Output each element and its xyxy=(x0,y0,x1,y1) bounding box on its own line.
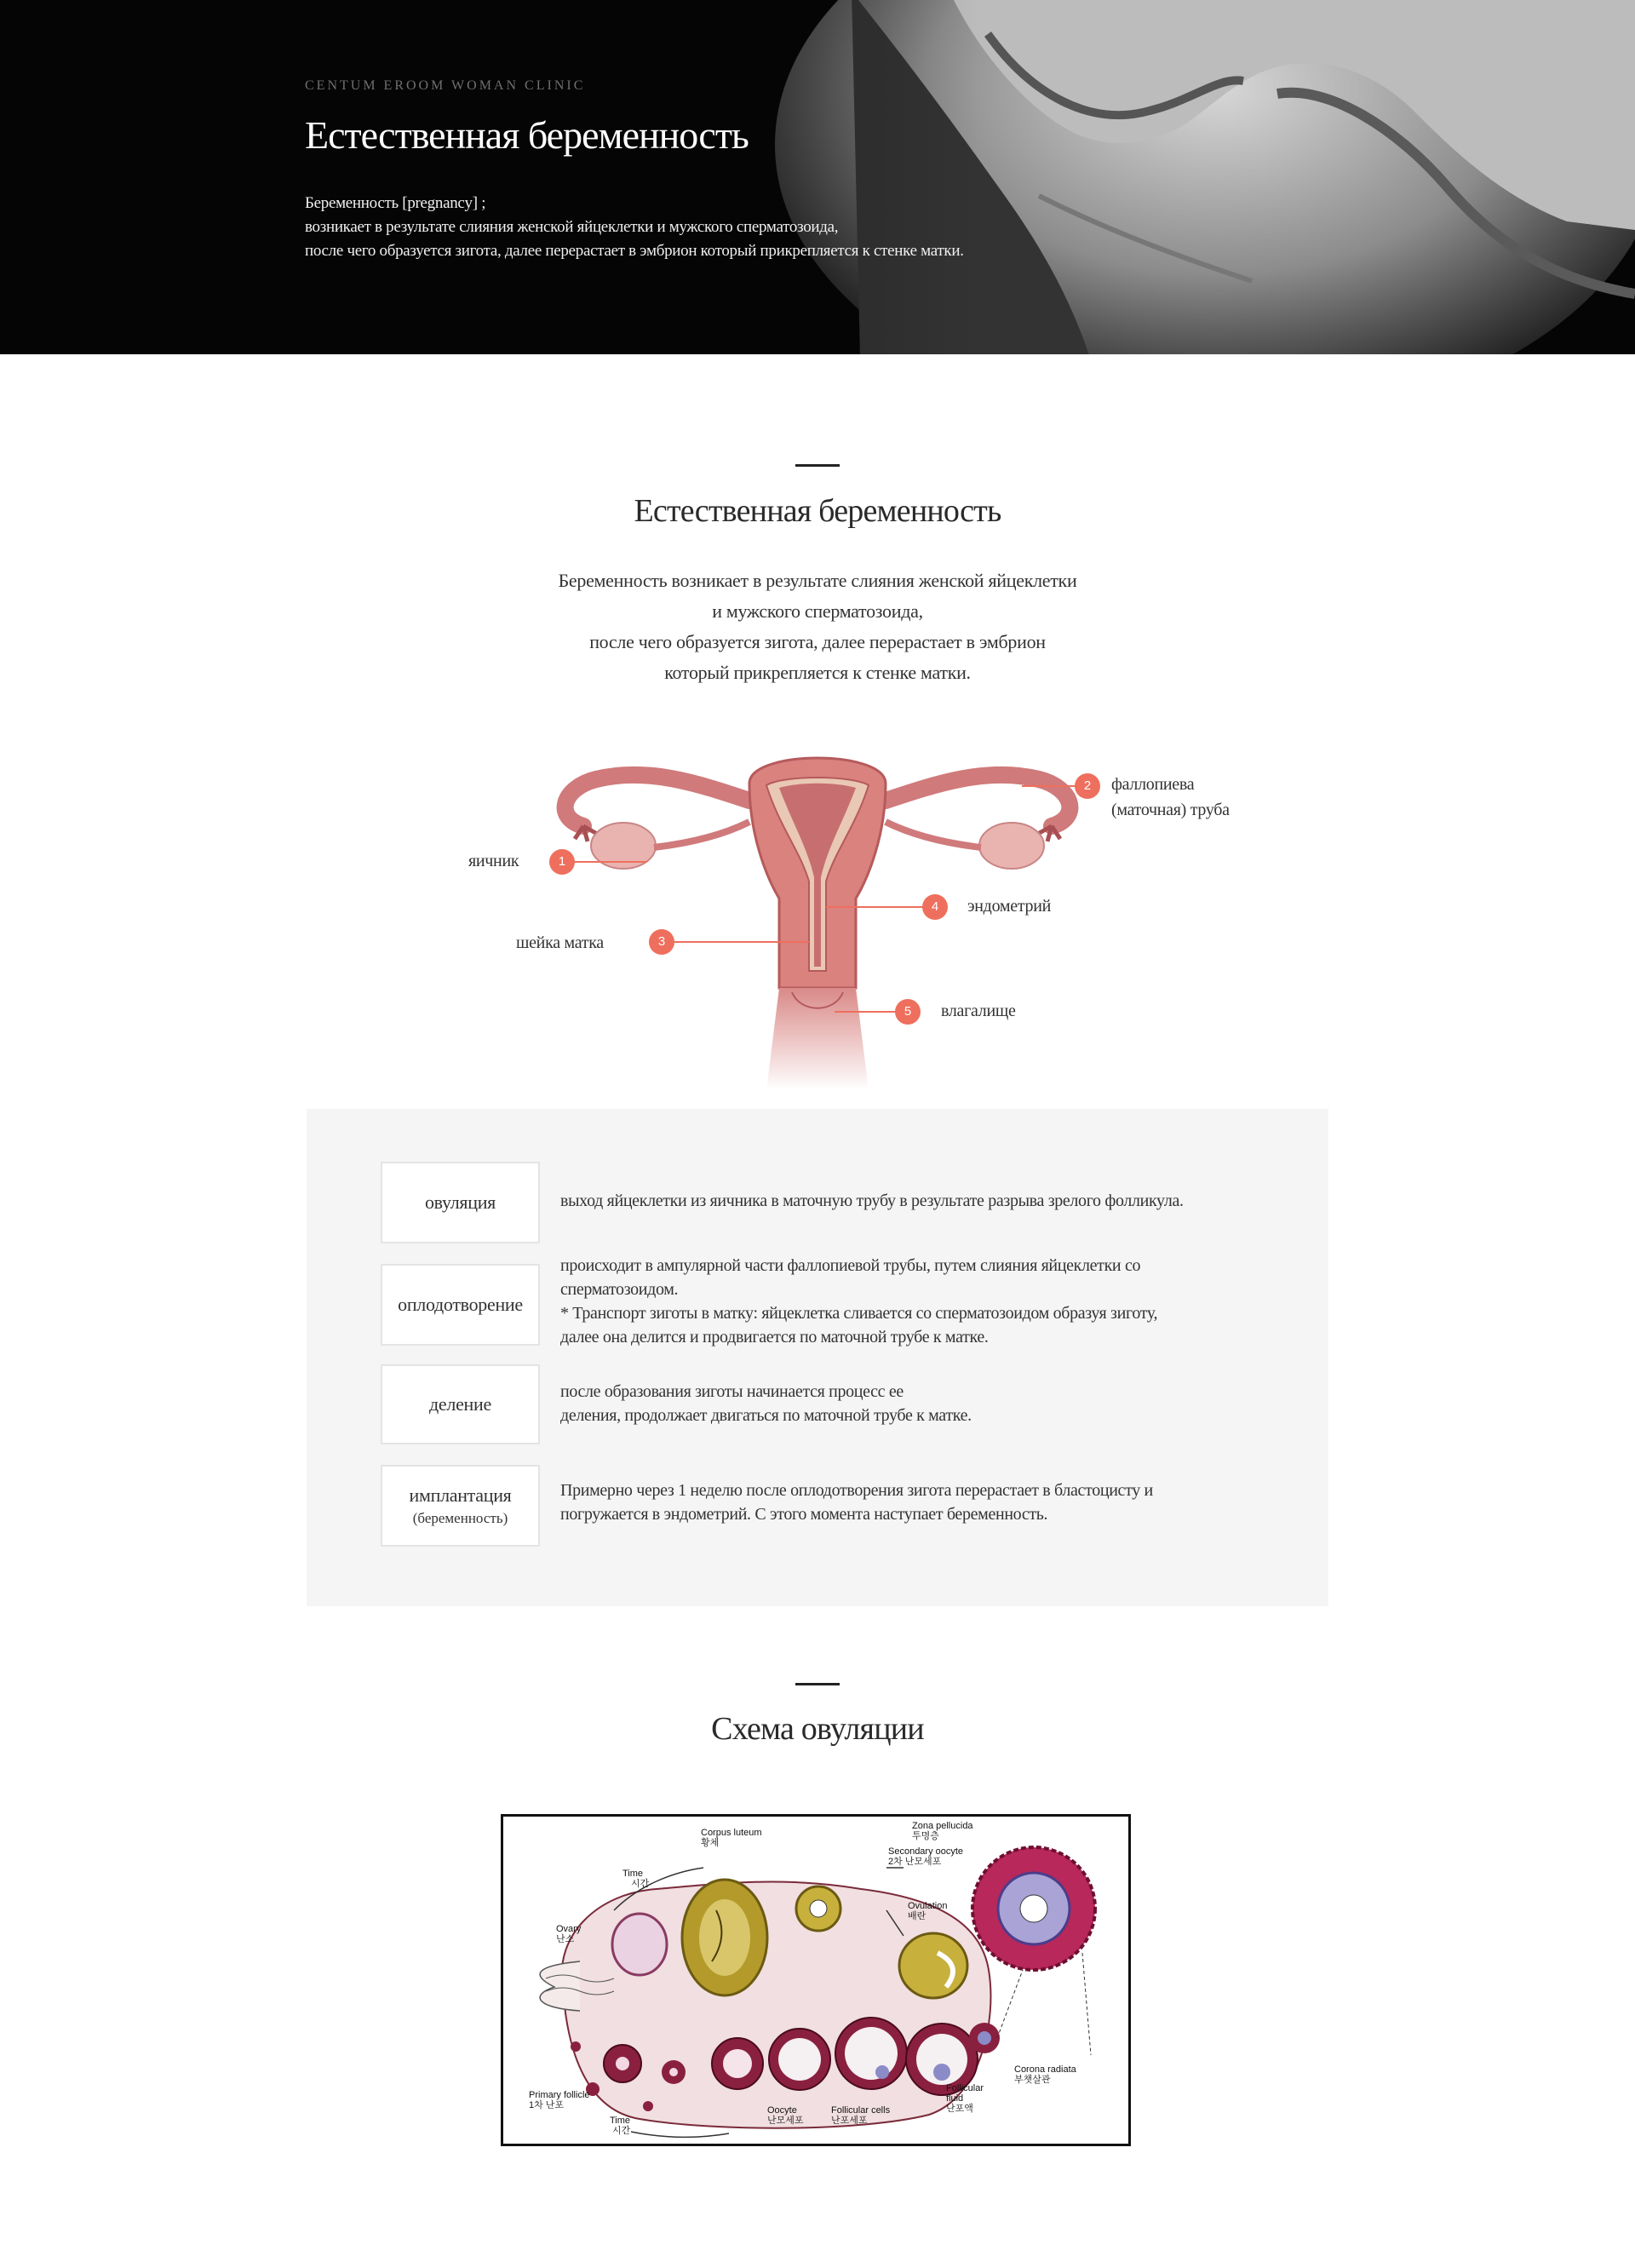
step-key-label: имплантация xyxy=(409,1484,512,1506)
label-secondary-oocyte-ko: 2차 난모세포 xyxy=(888,1857,942,1867)
step-key-label: овуляция xyxy=(424,1191,496,1213)
label-ovary-ko: 난소 xyxy=(556,1934,575,1944)
label-corona-radiata-ko: 부챗살관 xyxy=(1014,2075,1051,2085)
label-zona-pellucida-ko: 투명층 xyxy=(912,1831,939,1841)
hero-line: возникает в результате слияния женской яйцеклетки и мужского сперматозоида, xyxy=(305,218,839,236)
ovulation-scheme-image xyxy=(501,1814,1131,2146)
label-zona-pellucida: Zona pellucida xyxy=(912,1821,973,1831)
step-line: далее она делится и продвигается по маточной трубе к матке. xyxy=(560,1328,989,1346)
step-line: деления, продолжает двигаться по маточной трубе к матке. xyxy=(560,1406,972,1425)
label-primary-follicle-ko: 1차 난포 xyxy=(529,2100,565,2110)
step-key-label: оплодотворение xyxy=(398,1294,523,1315)
marker-1: 1 xyxy=(549,849,575,875)
label-ovulation: Ovulation xyxy=(908,1901,948,1911)
label-corpus-luteum-ko: 황체 xyxy=(701,1838,720,1848)
hero-line: после чего образуется зигота, далее перерастает в эмбрион который прикрепляется к стенке матки. xyxy=(305,242,964,260)
step-description xyxy=(560,1479,1259,1526)
section-divider xyxy=(795,1683,840,1685)
step-key xyxy=(381,1364,540,1444)
label-fallopian-tube: фаллопиева xyxy=(1111,775,1195,794)
label-secondary-oocyte: Secondary oocyte xyxy=(888,1846,964,1857)
step-description xyxy=(560,1254,1259,1349)
step-line: сперматозоидом. xyxy=(560,1280,679,1299)
step-line: погружается в эндометрий. С этого момента наступает беременность. xyxy=(560,1505,1048,1524)
step-description xyxy=(560,1189,1259,1213)
label-follicular-cells: Follicular cells xyxy=(831,2105,891,2116)
label-oocyte-ko: 난모세포 xyxy=(767,2116,804,2126)
marker-5: 5 xyxy=(895,999,921,1025)
intro-line: который прикрепляется к стенке матки. xyxy=(664,662,971,683)
label-ovary: яичник xyxy=(468,852,519,870)
label-follicular-fluid-ko: 난포액 xyxy=(946,2104,973,2114)
label-ovary: Ovary xyxy=(556,1924,582,1934)
label-time-bottom: Time xyxy=(610,2116,631,2126)
step-key xyxy=(381,1162,540,1243)
step-line: Примерно через 1 неделю после оплодотворения зигота перерастает в бластоцисту и xyxy=(560,1481,1153,1500)
hero-banner xyxy=(0,0,1635,354)
label-corona-radiata: Corona radiata xyxy=(1014,2064,1076,2075)
intro-line: и мужского сперматозоида, xyxy=(712,600,923,622)
uterus-anatomy-diagram xyxy=(392,732,1243,1090)
marker-2: 2 xyxy=(1075,773,1100,799)
step-key-label: деление xyxy=(429,1393,491,1415)
label-corpus-luteum: Corpus luteum xyxy=(701,1828,762,1838)
section-title-natural-pregnancy: Естественная беременность xyxy=(634,493,1001,529)
step-key xyxy=(381,1264,540,1346)
step-line: происходит в ампулярной части фаллопиевой трубы, путем слияния яйцеклетки со xyxy=(560,1256,1141,1275)
label-vagina: влагалище xyxy=(941,1002,1016,1020)
step-line: после образования зиготы начинается процесс ее xyxy=(560,1382,904,1401)
section-divider xyxy=(795,464,840,467)
label-time-top: Time xyxy=(622,1869,644,1879)
hero-title: Естественная беременность xyxy=(305,113,749,157)
step-line: * Транспорт зиготы в матку: яйцеклетка сливается со сперматозоидом образуя зиготу, xyxy=(560,1304,1158,1323)
label-time-top-ko: 시간 xyxy=(631,1879,650,1889)
label-follicular-fluid-2: fluid xyxy=(946,2093,964,2104)
label-ovulation-ko: 배란 xyxy=(908,1911,926,1921)
label-follicular-cells-ko: 난포세포 xyxy=(831,2116,868,2126)
label-primary-follicle: Primary follicle xyxy=(529,2090,590,2100)
label-fallopian-tube-2: (маточная) труба xyxy=(1111,801,1230,819)
step-description xyxy=(560,1380,1259,1427)
hero-line: Беременность [pregnancy] ; xyxy=(305,194,486,212)
intro-line: Беременность возникает в результате слияния женской яйцеклетки xyxy=(558,570,1077,591)
label-time-bottom-ko: 시간 xyxy=(612,2126,631,2136)
clinic-name: CENTUM EROOM WOMAN CLINIC xyxy=(305,78,586,93)
step-key xyxy=(381,1465,540,1547)
label-endometrium: эндометрий xyxy=(967,897,1052,916)
intro-line: после чего образуется зигота, далее перерастает в эмбрион xyxy=(589,631,1046,652)
section-intro xyxy=(392,566,1243,688)
marker-3: 3 xyxy=(649,929,674,955)
pregnancy-process-steps xyxy=(307,1109,1328,1606)
hero-description xyxy=(305,192,1156,263)
label-follicular-fluid: Follicular xyxy=(946,2083,984,2093)
step-key-sublabel: (беременность) xyxy=(412,1510,508,1526)
marker-4: 4 xyxy=(922,894,948,920)
section-title-ovulation-scheme: Схема овуляции xyxy=(711,1711,924,1747)
label-oocyte: Oocyte xyxy=(767,2105,797,2116)
label-cervix: шейка матка xyxy=(516,933,604,952)
step-line: выход яйцеклетки из яичника в маточную трубу в результате разрыва зрелого фолликула. xyxy=(560,1191,1184,1210)
ovulation-illustration xyxy=(503,1817,1128,2144)
